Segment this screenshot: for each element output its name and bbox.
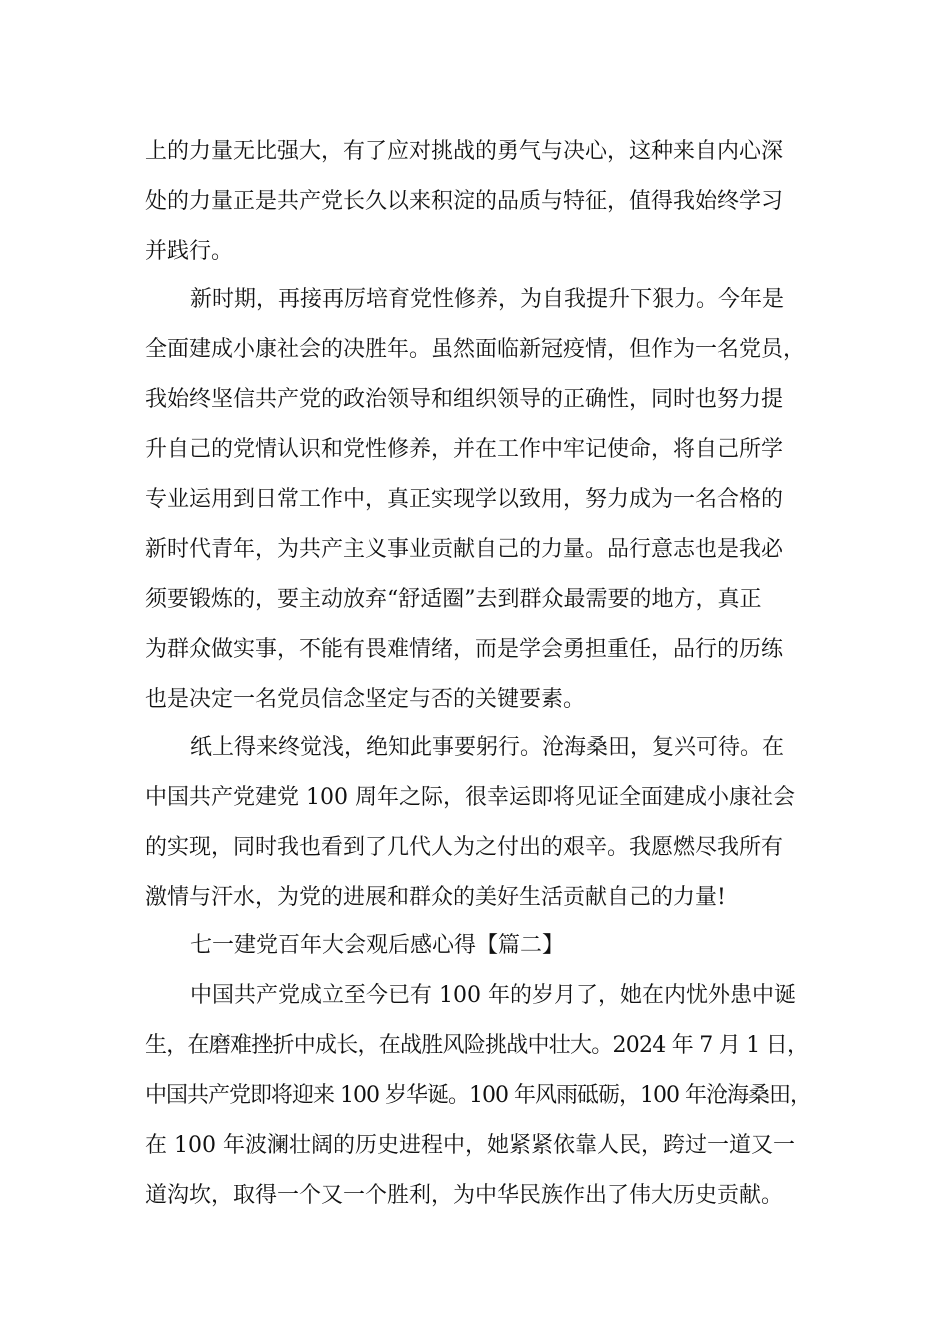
text-line: 也是决定一名党员信念坚定与否的关键要素。	[145, 687, 586, 712]
text-line: 激情与汗水，为党的进展和群众的美好生活贡献自己的力量!	[145, 885, 726, 910]
paragraph-first-line: 纸上得来终觉浅，绝知此事要躬行。沧海桑田，复兴可待。在	[190, 735, 785, 760]
text-line: 生，在磨难挫折中成长，在战胜风险挑战中壮大。2024 年 7 月 1 日，	[145, 1033, 809, 1058]
text-line: 并践行。	[145, 239, 234, 264]
text-line: 专业运用到日常工作中，真正实现学以致用，努力成为一名合格的	[145, 487, 784, 512]
text-line: 升自己的党情认识和党性修养，并在工作中牢记使命，将自己所学	[145, 437, 784, 462]
text-line: 上的力量无比强大，有了应对挑战的勇气与决心，这种来自内心深	[145, 139, 784, 164]
text-line: 处的力量正是共产党长久以来积淀的品质与特征，值得我始终学习	[145, 189, 784, 214]
paragraph-first-line: 新时期，再接再厉培育党性修养，为自我提升下狠力。今年是	[190, 287, 785, 312]
text-line: 我始终坚信共产党的政治领导和组织领导的正确性，同时也努力提	[145, 387, 784, 412]
paragraph-first-line: 中国共产党成立至今已有 100 年的岁月了，她在内忧外患中诞	[190, 983, 796, 1008]
text-line: 新时代青年，为共产主义事业贡献自己的力量。品行意志也是我必	[145, 537, 784, 562]
section-heading: 七一建党百年大会观后感心得【篇二】	[190, 933, 565, 958]
text-line: 在 100 年波澜壮阔的历史进程中，她紧紧依靠人民，跨过一道又一	[145, 1133, 795, 1158]
text-line: 须要锻炼的，要主动放弃“舒适圈”去到群众最需要的地方，真正	[145, 587, 762, 612]
text-line: 中国共产党建党 100 周年之际，很幸运即将见证全面建成小康社会	[145, 785, 795, 810]
text-line: 中国共产党即将迎来 100 岁华诞。100 年风雨砥砺，100 年沧海桑田，	[145, 1083, 811, 1108]
text-line: 道沟坎，取得一个又一个胜利，为中华民族作出了伟大历史贡献。	[145, 1183, 784, 1208]
text-line: 全面建成小康社会的决胜年。虽然面临新冠疫情，但作为一名党员，	[145, 337, 806, 362]
text-line: 的实现，同时我也看到了几代人为之付出的艰辛。我愿燃尽我所有	[145, 835, 784, 860]
text-line: 为群众做实事，不能有畏难情绪，而是学会勇担重任，品行的历练	[145, 637, 784, 662]
